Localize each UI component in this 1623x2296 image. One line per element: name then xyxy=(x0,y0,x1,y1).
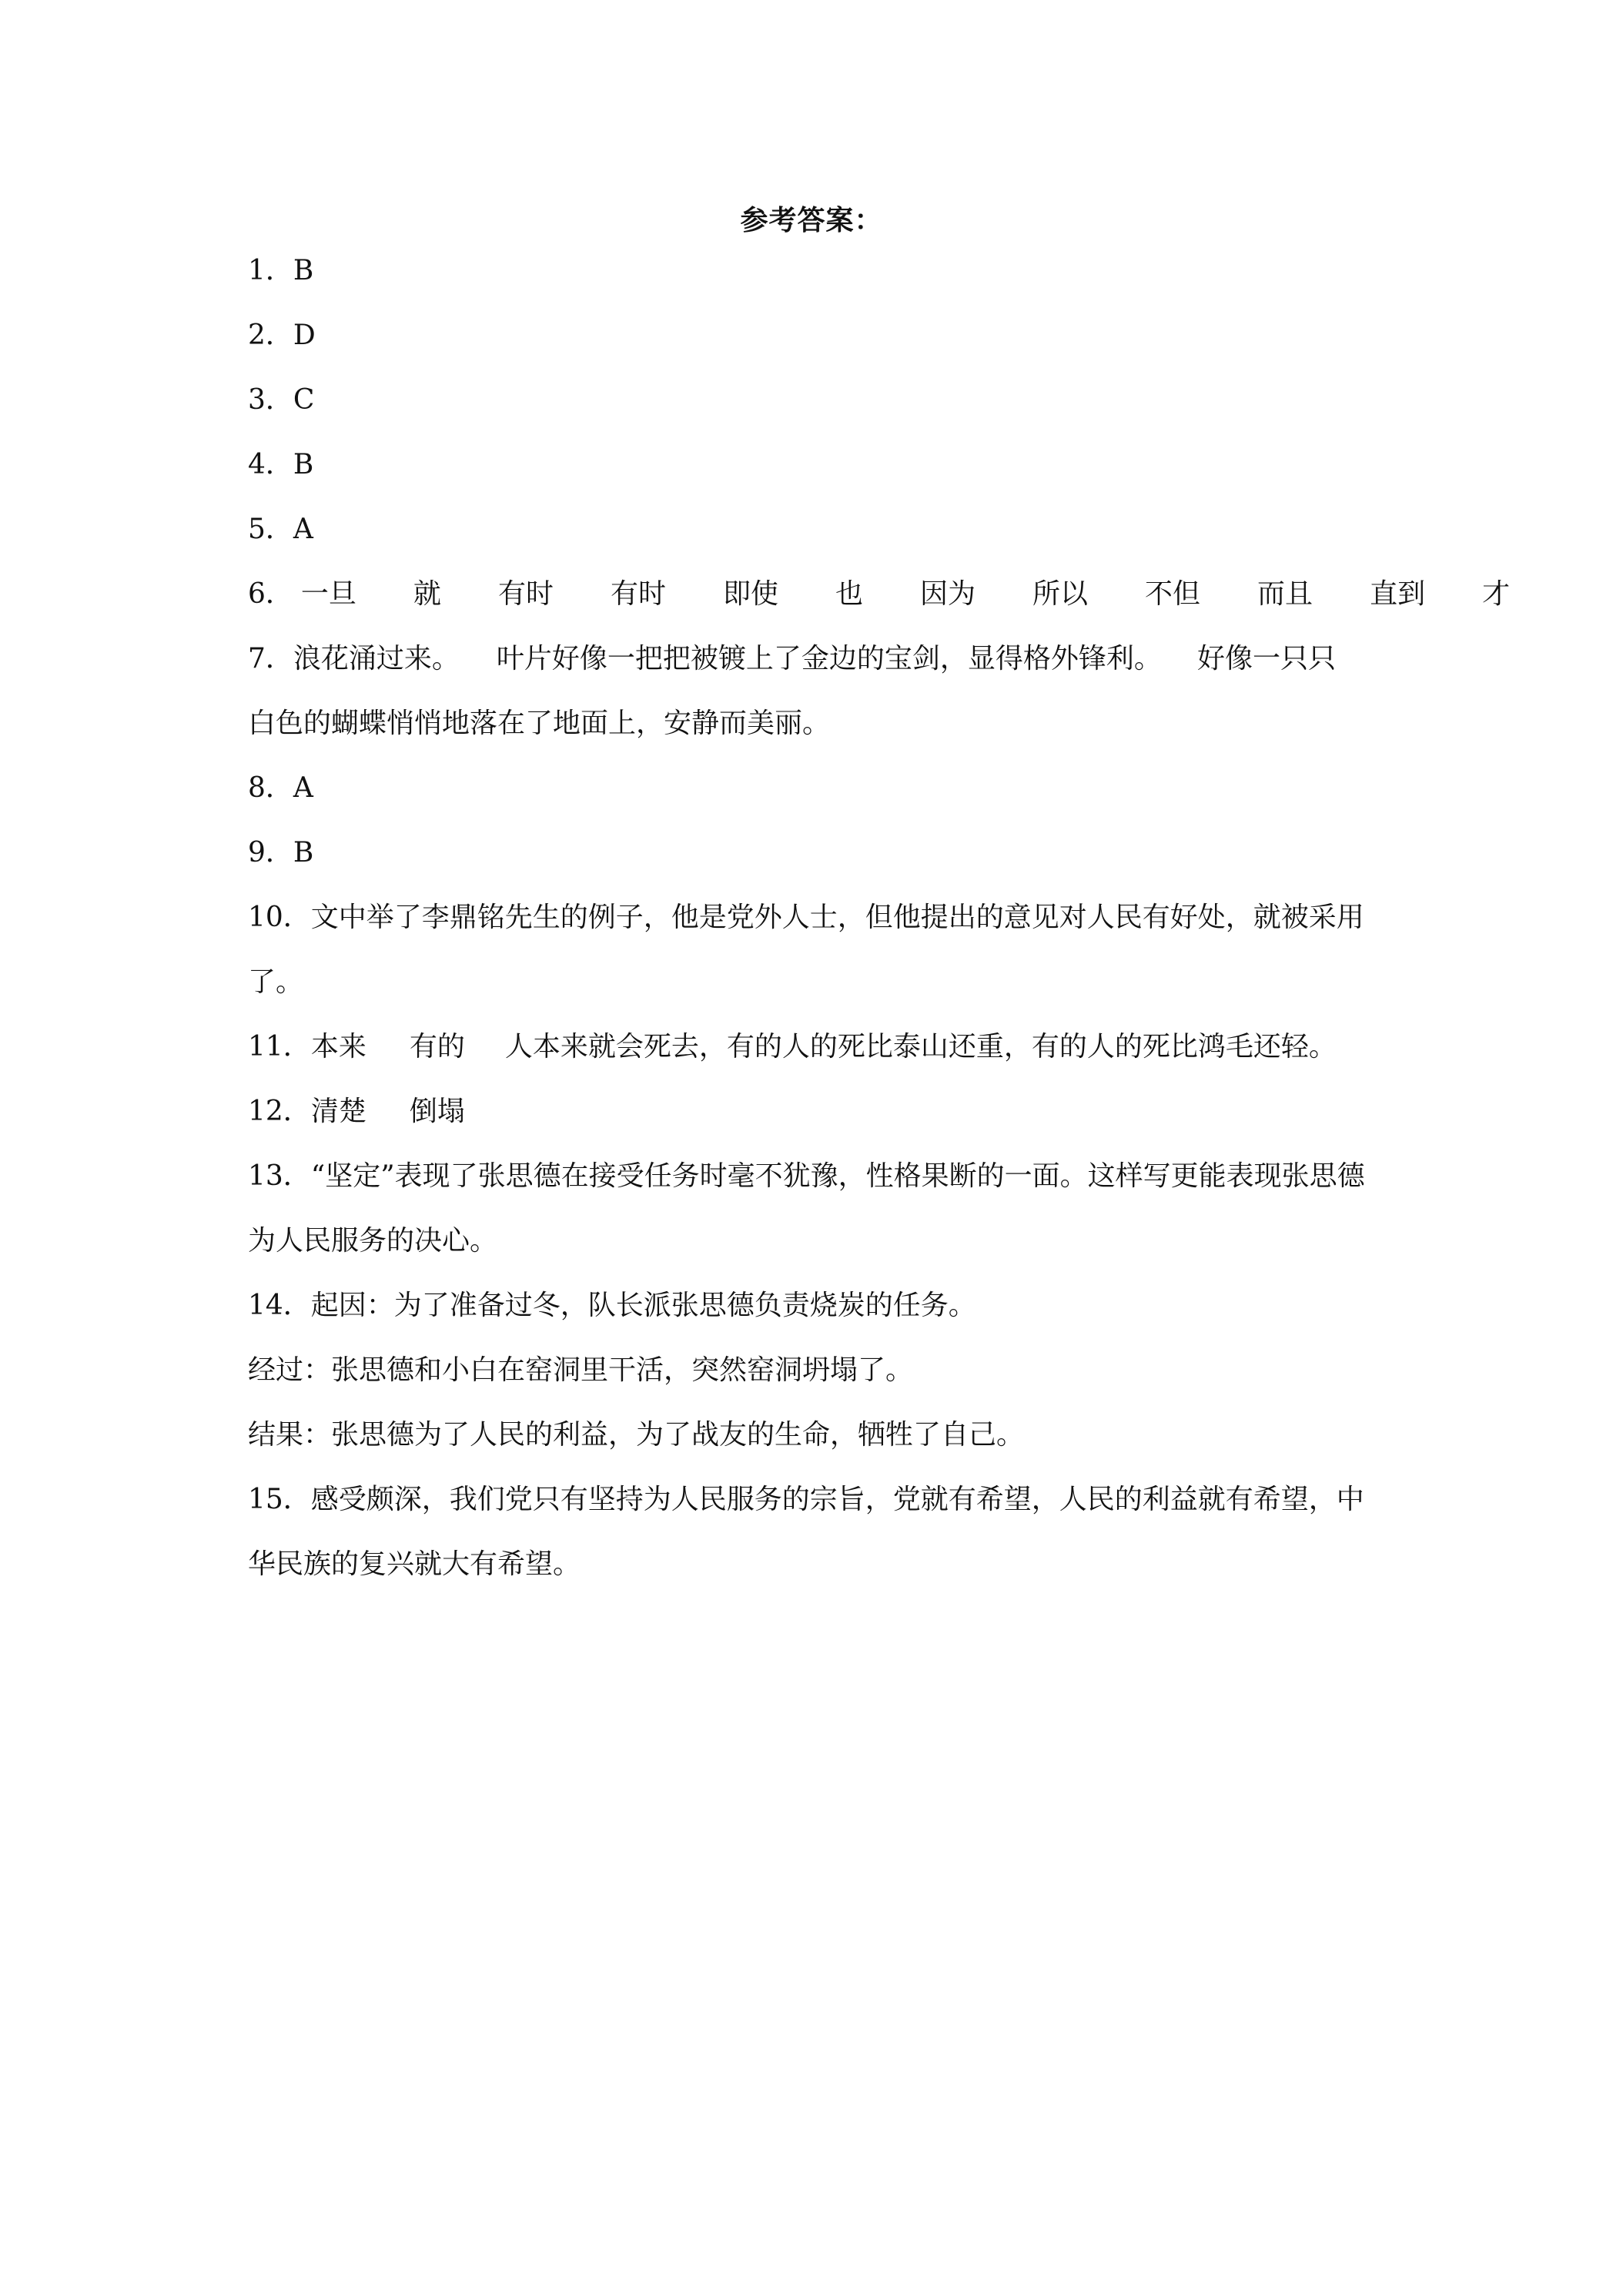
answer-7-part-3: 好像一只只 xyxy=(1196,643,1336,674)
answer-14-line-1: 14．起因：为了准备过冬，队长派张思德负责烧炭的任务。 xyxy=(248,1290,976,1321)
answer-6-word: 所以 xyxy=(1032,578,1089,610)
answer-11-word: 有的 xyxy=(409,1031,465,1063)
answer-2: 2．D xyxy=(248,320,316,351)
answer-6-word: 一旦 xyxy=(300,578,356,610)
answer-6-word: 即使 xyxy=(722,578,778,610)
answer-6-word: 有时 xyxy=(610,578,666,610)
answer-12-word: 清楚 xyxy=(310,1096,366,1127)
answer-11-number: 11． xyxy=(248,1031,311,1063)
answer-7-part-1: 浪花涌过来。 xyxy=(293,643,460,674)
answer-6-word: 才 xyxy=(1482,578,1511,610)
answer-10-line-2: 了。 xyxy=(248,966,304,998)
answer-11-sentence: 人本来就会死去，有的人的死比泰山还重，有的人的死比鸿毛还轻。 xyxy=(504,1031,1337,1063)
answer-11 xyxy=(248,1029,1380,1066)
answer-13-line-1: 13．“坚定”表现了张思德在接受任务时毫不犹豫，性格果断的一面。这样写更能表现张思德 xyxy=(248,1160,1365,1192)
answer-6-word: 就 xyxy=(413,578,441,610)
answer-7-line-2: 白色的蝴蝶悄悄地落在了地面上，安静而美丽。 xyxy=(248,708,831,739)
answer-6-number: 6． xyxy=(248,578,293,610)
answer-14-line-3: 结果：张思德为了人民的利益，为了战友的生命，牺牲了自己。 xyxy=(248,1419,1025,1451)
answer-15-line-1: 15．感受颇深，我们党只有坚持为人民服务的宗旨，党就有希望，人民的利益就有希望，中 xyxy=(248,1484,1364,1515)
page-title: 参考答案： xyxy=(740,204,883,236)
answer-5: 5．A xyxy=(248,514,313,545)
answer-6-word: 因为 xyxy=(920,578,976,610)
answer-9: 9．B xyxy=(248,837,314,869)
answer-1: 1．B xyxy=(248,255,314,286)
answer-4: 4．B xyxy=(248,449,314,480)
answer-7-line-1 xyxy=(248,641,1380,678)
answer-8: 8．A xyxy=(248,772,313,804)
answer-11-word: 本来 xyxy=(310,1031,366,1063)
answer-6-word: 也 xyxy=(835,578,863,610)
answer-6-word: 有时 xyxy=(497,578,554,610)
answer-6-word: 不但 xyxy=(1145,578,1201,610)
answer-13-line-2: 为人民服务的决心。 xyxy=(248,1225,498,1257)
answer-6-word: 直到 xyxy=(1370,578,1426,610)
answer-6 xyxy=(248,576,1511,613)
answer-12 xyxy=(248,1093,1380,1130)
answer-6-word: 而且 xyxy=(1257,578,1313,610)
answer-12-word: 倒塌 xyxy=(409,1096,465,1127)
answer-3: 3．C xyxy=(248,384,315,416)
answer-15-line-2: 华民族的复兴就大有希望。 xyxy=(248,1548,581,1580)
answer-12-number: 12． xyxy=(248,1096,311,1127)
answer-10-line-1: 10．文中举了李鼎铭先生的例子，他是党外人士，但他提出的意见对人民有好处，就被采用 xyxy=(248,902,1364,933)
answer-14-line-2: 经过：张思德和小白在窑洞里干活，突然窑洞坍塌了。 xyxy=(248,1354,914,1386)
answer-list xyxy=(248,253,1511,1611)
answer-7-part-2: 叶片好像一把把被镀上了金边的宝剑，显得格外锋利。 xyxy=(496,643,1162,674)
answer-7-number: 7． xyxy=(248,643,293,674)
